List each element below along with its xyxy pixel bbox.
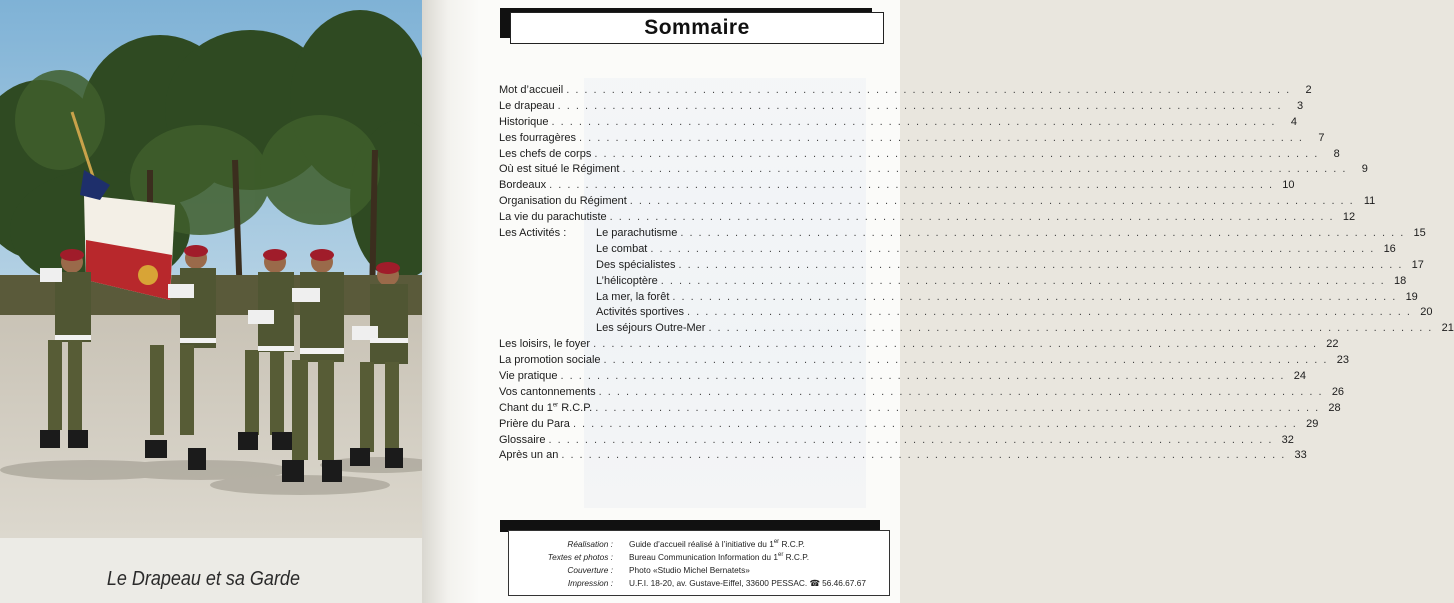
- toc-row: [499, 210, 1356, 226]
- toc-entry-label: La promotion sociale: [499, 354, 601, 367]
- toc-leader-dots: . . . . . . . . . . . . . . . . . . . . . . . . . . . . . . . . . . . . . . . . . . . . . . . . . . . . . . . . . . . . . . . . . . . . . . . . . . . . . . . .: [551, 115, 1276, 128]
- toc-leader-dots: . . . . . . . . . . . . . . . . . . . . . . . . . . . . . . . . . . . . . . . . . . . . . . . . . . . . . . . . . . . . . . . . . . . . . . . . . . . . . . . .: [660, 274, 1386, 287]
- toc-row: [499, 321, 1454, 337]
- toc-leader-dots: . . . . . . . . . . . . . . . . . . . . . . . . . . . . . . . . . . . . . . . . . . . . . . . . . . . . . . . . . . . . . . . . . . . . . . . . . . . . . . . .: [708, 322, 1433, 335]
- toc-row: [499, 433, 1294, 449]
- toc-entry-label: Le drapeau: [499, 99, 555, 112]
- toc-entry-label: Le combat: [596, 242, 648, 255]
- toc-entry-label: Bordeaux: [499, 179, 547, 192]
- toc-leader-dots: . . . . . . . . . . . . . . . . . . . . . . . . . . . . . . . . . . . . . . . . . . . . . . . . . . . . . . . . . . . . . . . . . . . . . . . . . . . . . . . .: [566, 84, 1291, 96]
- toc-leader-dots: . . . . . . . . . . . . . . . . . . . . . . . . . . . . . . . . . . . . . . . . . . . . . . . . . . . . . . . . . . . . . . . . . . . . . . . . . . . . . . . .: [687, 306, 1412, 319]
- toc-leader-dots: . . . . . . . . . . . . . . . . . . . . . . . . . . . . . . . . . . . . . . . . . . . . . . . . . . . . . . . . . . . . . . . . . . . . . . . . . . . . . . . .: [672, 290, 1397, 303]
- toc-page-number: 18: [1393, 274, 1407, 287]
- toc-row: [499, 162, 1368, 178]
- toc-entry-label: La vie du parachutiste: [499, 211, 607, 224]
- toc-page-number: 8: [1333, 147, 1340, 160]
- credit-value: Bureau Communication Information du 1er R.C.P.: [629, 552, 809, 562]
- toc-leader-dots: . . . . . . . . . . . . . . . . . . . . . . . . . . . . . . . . . . . . . . . . . . . . . . . . . . . . . . . . . . . . . . . . . . . . . . . . . . . . . . . .: [650, 242, 1375, 255]
- toc-page-number: 26: [1331, 385, 1345, 398]
- toc-page-number: 24: [1293, 370, 1306, 383]
- toc-leader-dots: . . . . . . . . . . . . . . . . . . . . . . . . . . . . . . . . . . . . . . . . . . . . . . . . . . . . . . . . . . . . . . . . . . . . . . . . . . . . . . . .: [680, 227, 1405, 240]
- toc-page-number: 2: [1305, 84, 1312, 96]
- toc-entry-label: Les loisirs, le foyer: [499, 338, 591, 351]
- toc-page-number: 15: [1413, 227, 1426, 240]
- toc-row: [499, 147, 1340, 163]
- toc-entry-label: Prière du Para: [499, 417, 570, 430]
- toc-page-number: 22: [1326, 338, 1339, 351]
- toc-entry-label: Mot d’accueil: [499, 84, 564, 96]
- credit-row: [509, 564, 891, 577]
- toc-row: [499, 417, 1319, 433]
- toc-row: [499, 290, 1418, 306]
- toc-page-number: 12: [1342, 211, 1356, 224]
- toc-leader-dots: . . . . . . . . . . . . . . . . . . . . . . . . . . . . . . . . . . . . . . . . . . . . . . . . . . . . . . . . . . . . . . . . . . . . . . . . . . . . . . . .: [561, 449, 1286, 462]
- toc-leader-dots: . . . . . . . . . . . . . . . . . . . . . . . . . . . . . . . . . . . . . . . . . . . . . . . . . . . . . . . . . . . . . . . . . . . . . . . . . . . . . . . .: [594, 147, 1319, 160]
- toc-row: [499, 274, 1407, 290]
- toc-entry-label: Où est situé le Régiment: [499, 163, 620, 176]
- left-page: [0, 0, 422, 603]
- toc-section-prefix: Les Activités :: [499, 227, 567, 240]
- credit-value: U.F.I. 18-20, av. Gustave-Eiffel, 33600 PESSAC. ☎ 56.46.67.67: [629, 578, 866, 588]
- right-page: [478, 0, 1454, 603]
- credit-label: Couverture :: [567, 565, 613, 575]
- toc-leader-dots: . . . . . . . . . . . . . . . . . . . . . . . . . . . . . . . . . . . . . . . . . . . . . . . . . . . . . . . . . . . . . . . . . . . . . . . . . . . . . . . .: [622, 163, 1347, 176]
- toc-row: [499, 83, 1312, 99]
- table-of-contents: [499, 83, 1454, 464]
- toc-row: [499, 337, 1339, 353]
- toc-leader-dots: . . . . . . . . . . . . . . . . . . . . . . . . . . . . . . . . . . . . . . . . . . . . . . . . . . . . . . . . . . . . . . . . . . . . . . . . . . . . . . . .: [603, 354, 1328, 367]
- credit-value: Photo «Studio Michel Bernatets»: [629, 565, 750, 575]
- toc-entry-label: Les fourragères: [499, 131, 577, 144]
- credit-value: Guide d’accueil réalisé à l’initiative du 1er R.C.P.: [629, 539, 805, 549]
- toc-row: [499, 369, 1306, 385]
- toc-row: [499, 99, 1304, 115]
- toc-row: [499, 242, 1396, 258]
- toc-page-number: 9: [1361, 163, 1368, 176]
- flag-guard-photo: [0, 0, 422, 538]
- toc-page-number: 11: [1363, 195, 1376, 208]
- toc-leader-dots: . . . . . . . . . . . . . . . . . . . . . . . . . . . . . . . . . . . . . . . . . . . . . . . . . . . . . . . . . . . . . . . . . . . . . . . . . . . . . . . .: [678, 258, 1403, 271]
- toc-page-number: 23: [1336, 354, 1349, 367]
- toc-leader-dots: . . . . . . . . . . . . . . . . . . . . . . . . . . . . . . . . . . . . . . . . . . . . . . . . . . . . . . . . . . . . . . . . . . . . . . . . . . . . . . . .: [629, 195, 1355, 208]
- toc-row: [499, 448, 1307, 464]
- toc-page-number: 28: [1328, 401, 1341, 414]
- toc-entry-label: Organisation du Régiment: [499, 195, 627, 208]
- toc-leader-dots: . . . . . . . . . . . . . . . . . . . . . . . . . . . . . . . . . . . . . . . . . . . . . . . . . . . . . . . . . . . . . . . . . . . . . . . . . . . . . . . .: [549, 179, 1274, 192]
- toc-entry-label: Des spécialistes: [596, 258, 676, 271]
- toc-row: [499, 385, 1345, 401]
- toc-leader-dots: . . . . . . . . . . . . . . . . . . . . . . . . . . . . . . . . . . . . . . . . . . . . . . . . . . . . . . . . . . . . . . . . . . . . . . . . . . . . . . . .: [598, 385, 1324, 398]
- toc-row: [499, 401, 1341, 417]
- toc-page-number: 20: [1420, 306, 1433, 319]
- toc-row: [499, 305, 1433, 321]
- toc-leader-dots: . . . . . . . . . . . . . . . . . . . . . . . . . . . . . . . . . . . . . . . . . . . . . . . . . . . . . . . . . . . . . . . . . . . . . . . . . . . . . . . .: [579, 131, 1304, 144]
- toc-leader-dots: . . . . . . . . . . . . . . . . . . . . . . . . . . . . . . . . . . . . . . . . . . . . . . . . . . . . . . . . . . . . . . . . . . . . . . . . . . . . . . . .: [595, 401, 1320, 414]
- toc-row: [499, 194, 1376, 210]
- credit-label: Réalisation :: [567, 539, 613, 549]
- toc-page-number: 32: [1281, 433, 1294, 446]
- page-title: Sommaire: [644, 16, 750, 39]
- toc-row: [499, 258, 1424, 274]
- toc-entry-label: La mer, la forêt: [596, 290, 670, 303]
- toc-entry-label: Chant du 1er R.C.P.: [499, 401, 593, 414]
- toc-row: [499, 226, 1426, 242]
- toc-page-number: 21: [1441, 322, 1454, 335]
- toc-row: [499, 131, 1325, 147]
- toc-entry-label: Vie pratique: [499, 370, 558, 383]
- toc-leader-dots: . . . . . . . . . . . . . . . . . . . . . . . . . . . . . . . . . . . . . . . . . . . . . . . . . . . . . . . . . . . . . . . . . . . . . . . . . . . . . . . .: [593, 338, 1318, 351]
- toc-row: [499, 178, 1295, 194]
- toc-page-number: 19: [1405, 290, 1418, 303]
- credit-label: Textes et photos :: [547, 552, 613, 562]
- toc-entry-label: L’hélicoptère: [596, 274, 658, 287]
- toc-page-number: 33: [1294, 449, 1307, 462]
- toc-entry-label: Activités sportives: [596, 306, 685, 319]
- toc-page-number: 29: [1306, 417, 1319, 430]
- toc-row: [499, 353, 1349, 369]
- toc-leader-dots: . . . . . . . . . . . . . . . . . . . . . . . . . . . . . . . . . . . . . . . . . . . . . . . . . . . . . . . . . . . . . . . . . . . . . . . . . . . . . . . .: [560, 370, 1285, 383]
- toc-leader-dots: . . . . . . . . . . . . . . . . . . . . . . . . . . . . . . . . . . . . . . . . . . . . . . . . . . . . . . . . . . . . . . . . . . . . . . . . . . . . . . . .: [609, 211, 1335, 224]
- toc-entry-label: Les chefs de corps: [499, 147, 592, 160]
- credits-box: [508, 530, 890, 596]
- toc-page-number: 10: [1282, 179, 1295, 192]
- parade-illustration: [0, 0, 422, 538]
- toc-page-number: 4: [1290, 115, 1297, 128]
- credit-row: [509, 577, 891, 590]
- book-gutter: [422, 0, 480, 603]
- toc-leader-dots: . . . . . . . . . . . . . . . . . . . . . . . . . . . . . . . . . . . . . . . . . . . . . . . . . . . . . . . . . . . . . . . . . . . . . . . . . . . . . . . .: [572, 417, 1298, 430]
- toc-leader-dots: . . . . . . . . . . . . . . . . . . . . . . . . . . . . . . . . . . . . . . . . . . . . . . . . . . . . . . . . . . . . . . . . . . . . . . . . . . . . . . . .: [557, 99, 1283, 112]
- toc-page-number: 7: [1318, 131, 1325, 144]
- toc-page-number: 17: [1411, 258, 1424, 271]
- toc-entry-label: Historique: [499, 115, 549, 128]
- credit-label: Impression :: [567, 578, 613, 588]
- toc-entry-label: Vos cantonnements: [499, 385, 596, 398]
- title-box: [510, 12, 884, 44]
- toc-entry-label: Les séjours Outre-Mer: [596, 322, 706, 335]
- toc-row: [499, 115, 1297, 131]
- toc-page-number: 16: [1383, 242, 1396, 255]
- credit-row: [509, 538, 891, 551]
- toc-leader-dots: . . . . . . . . . . . . . . . . . . . . . . . . . . . . . . . . . . . . . . . . . . . . . . . . . . . . . . . . . . . . . . . . . . . . . . . . . . . . . . . .: [548, 433, 1273, 446]
- toc-entry-label: Glossaire: [499, 433, 546, 446]
- credit-row: [509, 551, 891, 564]
- toc-entry-label: Après un an: [499, 449, 559, 462]
- photo-caption: Le Drapeau et sa Garde: [106, 568, 300, 590]
- toc-entry-label: Le parachutisme: [596, 227, 678, 240]
- toc-page-number: 3: [1296, 99, 1304, 112]
